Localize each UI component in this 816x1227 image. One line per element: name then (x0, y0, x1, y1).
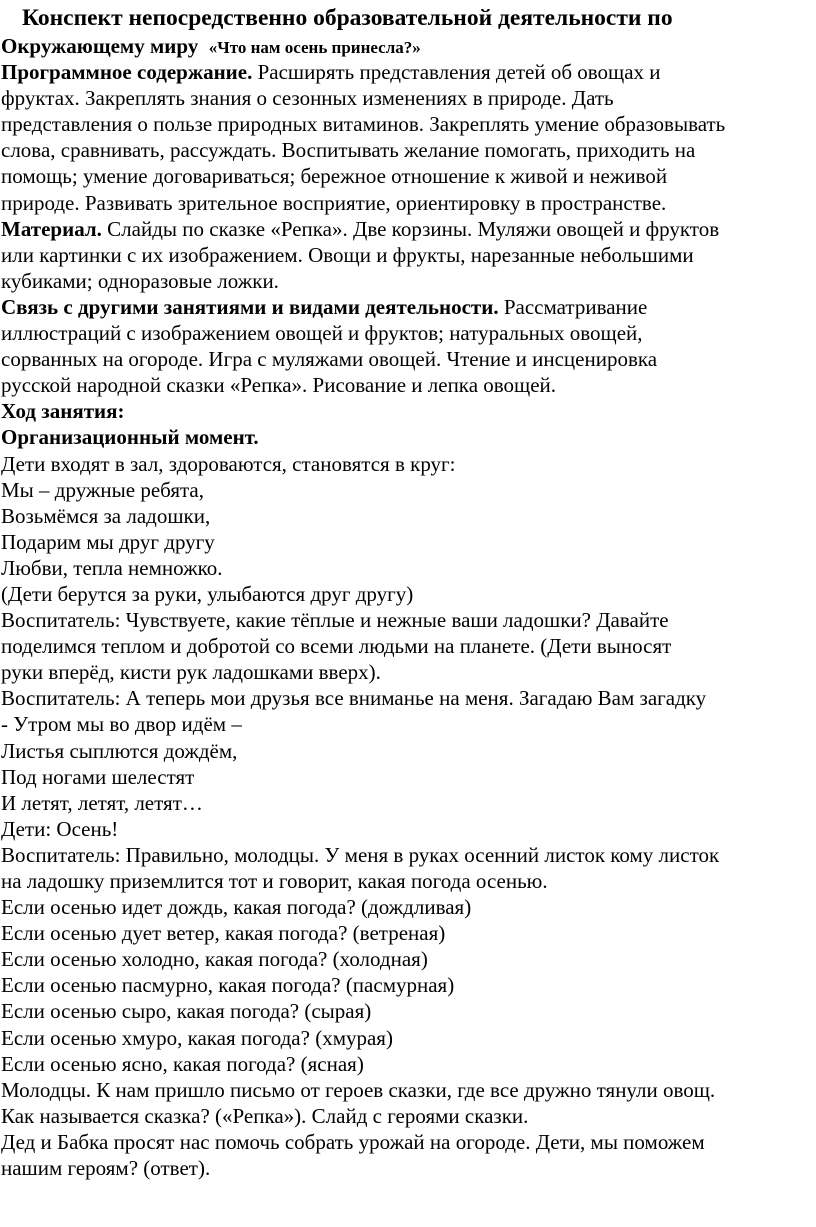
text-line: на ладошку приземлится тот и говорит, какая погода осенью. (1, 869, 548, 893)
poem-line: Возьмёмся за ладошки, (1, 503, 211, 528)
material-text: Слайды по сказке «Репка». Две корзины. Муляжи овощей и фруктов (101, 216, 720, 241)
org-moment-heading: Организационный момент. (1, 425, 259, 450)
program-line: фруктах. Закреплять знания о сезонных изменениях в природе. Дать (1, 86, 614, 111)
question-line: Если осенью ясно, какая погода? (ясная) (1, 1051, 364, 1076)
question-line: Если осенью дует ветер, какая погода? (ветреная) (1, 921, 446, 946)
poem-line: Любви, тепла немножко. (1, 555, 223, 580)
text-line: Дети входят в зал, здороваются, становятся в круг: (1, 451, 456, 476)
question-line: Если осенью сыро, какая погода? (сырая) (1, 999, 372, 1024)
links-text: Рассматривание (498, 294, 648, 319)
question-line: Если осенью идет дождь, какая погода? (дождливая) (1, 895, 472, 920)
links-heading: Связь с другими занятиями и видами деятельности. (1, 294, 499, 319)
text-line: нашим героям? (ответ). (1, 1156, 211, 1181)
subject-line (1, 33, 813, 59)
riddle-line: И летят, летят, летят… (1, 790, 203, 815)
document-title: Конспект непосредственно образовательной деятельности по (22, 5, 673, 31)
text-line: Воспитатель: Чувствуете, какие тёплые и нежные ваши ладошки? Давайте (1, 608, 669, 633)
subject-label: Окружающему миру (1, 34, 199, 58)
text-line: руки вперёд, кисти рук ладошками вверх). (1, 660, 381, 685)
text-line: Дети: Осень! (1, 816, 119, 841)
text-line: Молодцы. К нам пришло письмо от героев сказки, где все дружно тянули овощ. (1, 1077, 716, 1102)
material-line: или картинки с их изображением. Овощи и фрукты, нарезанные небольшими (1, 242, 694, 267)
links-line: иллюстраций с изображением овощей и фруктов; натуральных овощей, (1, 321, 643, 346)
text-line: Как называется сказка? («Репка»). Слайд с героями сказки. (1, 1103, 529, 1128)
riddle-line: Листья сыплются дождём, (1, 738, 238, 763)
links-line-0 (1, 294, 813, 320)
poem-line: Мы – дружные ребята, (1, 477, 204, 502)
program-line: представления о пользе природных витаминов. Закреплять умение образовывать (1, 112, 726, 137)
program-line: слова, сравнивать, рассуждать. Воспитывать желание помогать, приходить на (1, 138, 696, 163)
material-line: кубиками; одноразовые ложки. (1, 268, 279, 293)
riddle-line: Под ногами шелестят (1, 764, 195, 789)
text-line: поделимся теплом и добротой со всеми людьми на планете. (Дети выносят (1, 634, 672, 659)
riddle-line: - Утром мы во двор идём – (1, 712, 242, 737)
course-heading: Ход занятия: (1, 399, 125, 424)
text-line: Воспитатель: А теперь мои друзья все вниманье на меня. Загадаю Вам загадку (1, 686, 707, 711)
question-line: Если осенью хмуро, какая погода? (хмурая) (1, 1025, 393, 1050)
lesson-topic: «Что нам осень принесла?» (208, 38, 421, 57)
document-body (1, 33, 813, 1181)
links-line: русской народной сказки «Репка». Рисование и лепка овощей. (1, 373, 557, 398)
program-line-0 (1, 59, 813, 85)
question-line: Если осенью пасмурно, какая погода? (пасмурная) (1, 973, 455, 998)
program-line: природе. Развивать зрительное восприятие, ориентировку в пространстве. (1, 190, 667, 215)
material-line-0 (1, 216, 813, 242)
program-heading: Программное содержание. (1, 60, 253, 85)
material-heading: Материал. (1, 216, 102, 241)
text-line: Дед и Бабка просят нас помочь собрать урожай на огороде. Дети, мы поможем (1, 1129, 705, 1154)
text-line: Воспитатель: Правильно, молодцы. У меня в руках осенний листок кому листок (1, 842, 720, 867)
links-line: сорванных на огороде. Игра с муляжами овощей. Чтение и инсценировка (1, 347, 658, 372)
text-line: (Дети берутся за руки, улыбаются друг другу) (1, 581, 414, 606)
program-text: Расширять представления детей об овощах и (252, 60, 661, 85)
question-line: Если осенью холодно, какая погода? (холодная) (1, 947, 428, 972)
poem-line: Подарим мы друг другу (1, 529, 215, 554)
program-line: помощь; умение договариваться; бережное отношение к живой и неживой (1, 164, 668, 189)
